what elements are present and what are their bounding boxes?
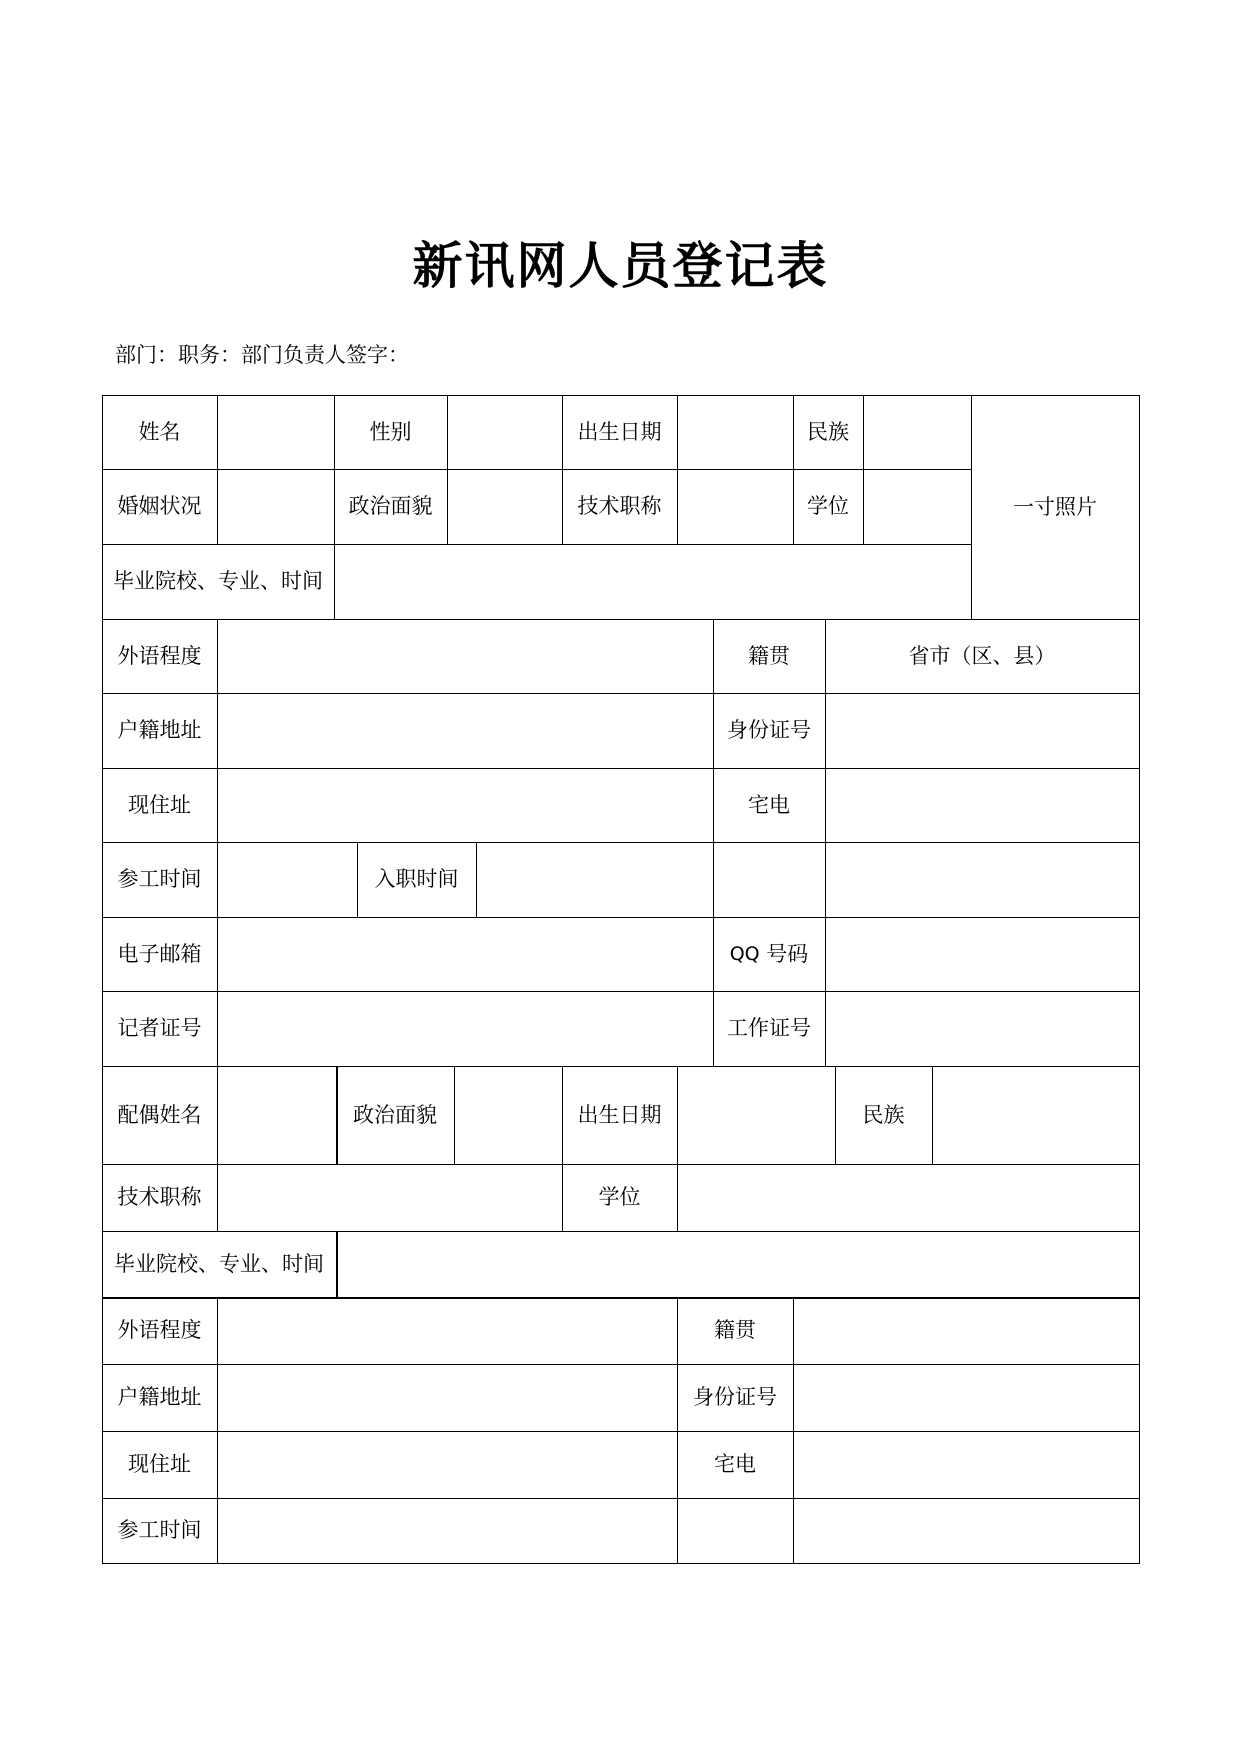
input-id-number[interactable] [825, 693, 1139, 768]
input-press-card[interactable] [217, 991, 713, 1066]
input-gender[interactable] [447, 395, 562, 469]
label-work-card: 工作证号 [727, 1016, 811, 1040]
label-work-start-time: 参工时间 [117, 867, 202, 891]
label-political-status: 政治面貌 [348, 494, 433, 518]
label-current-address: 现住址 [128, 792, 191, 817]
label-school-major-time: 毕业院校、专业、时间 [113, 569, 323, 593]
label-spouse-political-status: 政治面貌 [353, 1102, 437, 1127]
label-spouse-foreign-language: 外语程度 [117, 1318, 202, 1342]
input-spouse-foreign-language[interactable] [217, 1297, 677, 1364]
input-school-major-time[interactable] [334, 544, 971, 619]
input-qq-number[interactable] [825, 917, 1139, 991]
blank-input-cell[interactable] [825, 842, 1139, 917]
input-email[interactable] [217, 917, 713, 991]
label-spouse-ethnicity: 民族 [862, 1102, 905, 1127]
input-spouse-household-address[interactable] [217, 1364, 677, 1431]
label-spouse-native-place: 籍贯 [714, 1318, 756, 1342]
label-qq-suffix: 号码 [766, 941, 809, 966]
label-name: 姓名 [138, 419, 181, 444]
blank-spouse-input-cell[interactable] [793, 1498, 1139, 1563]
label-spouse-current-address: 现住址 [128, 1452, 191, 1476]
label-tech-title: 技术职称 [577, 494, 662, 518]
label-foreign-language: 外语程度 [117, 643, 202, 668]
input-spouse-degree[interactable] [677, 1164, 1139, 1231]
label-spouse-tech-title: 技术职称 [117, 1185, 202, 1209]
label-hire-time: 入职时间 [374, 867, 459, 891]
label-spouse-birth-date: 出生日期 [577, 1102, 662, 1127]
input-ethnicity[interactable] [863, 395, 971, 469]
input-name[interactable] [217, 395, 334, 469]
input-marital-status[interactable] [217, 469, 334, 544]
department-signature-line: 部门：职务：部门负责人签字： [115, 343, 409, 367]
input-spouse-native-place[interactable] [793, 1297, 1139, 1364]
form-title: 新讯网人员登记表 [412, 236, 829, 295]
label-home-phone: 宅电 [748, 792, 790, 817]
input-spouse-tech-title[interactable] [217, 1164, 562, 1231]
input-spouse-current-address[interactable] [217, 1431, 677, 1498]
label-qq-number [713, 917, 825, 991]
input-tech-title[interactable] [677, 469, 793, 544]
input-spouse-political-status[interactable] [454, 1066, 562, 1164]
label-id-number: 身份证号 [727, 718, 811, 742]
label-gender: 性别 [369, 419, 412, 444]
input-spouse-school-major-time[interactable] [336, 1231, 1139, 1297]
input-political-status[interactable] [447, 469, 562, 544]
label-spouse-household-address: 户籍地址 [117, 1385, 202, 1409]
input-home-phone[interactable] [825, 768, 1139, 842]
blank-label-cell [713, 842, 825, 917]
label-press-card: 记者证号 [117, 1016, 202, 1040]
input-household-address[interactable] [217, 693, 713, 768]
input-birth-date[interactable] [677, 395, 793, 469]
label-native-place: 籍贯 [748, 643, 790, 668]
input-degree[interactable] [863, 469, 971, 544]
input-current-address[interactable] [217, 768, 713, 842]
input-native-place[interactable]: 省市（区、县） [908, 643, 1056, 668]
blank-spouse-label-cell [677, 1498, 793, 1563]
label-email: 电子邮箱 [117, 941, 202, 966]
label-spouse-name: 配偶姓名 [117, 1102, 202, 1127]
label-degree: 学位 [807, 494, 849, 518]
label-birth-date: 出生日期 [577, 419, 662, 444]
input-hire-time[interactable] [476, 842, 713, 917]
input-spouse-home-phone[interactable] [793, 1431, 1139, 1498]
input-spouse-name[interactable] [217, 1066, 336, 1164]
input-spouse-work-start-time[interactable] [217, 1498, 677, 1563]
input-work-card[interactable] [825, 991, 1139, 1066]
input-foreign-language[interactable] [217, 619, 713, 693]
label-spouse-degree: 学位 [598, 1185, 641, 1209]
input-spouse-birth-date[interactable] [677, 1066, 835, 1164]
photo-placeholder[interactable]: 一寸照片 [1013, 494, 1097, 519]
label-marital-status: 婚姻状况 [117, 494, 202, 518]
label-household-address: 户籍地址 [117, 718, 202, 742]
label-ethnicity: 民族 [807, 419, 849, 444]
input-work-start-time[interactable] [217, 842, 357, 917]
label-spouse-work-start-time: 参工时间 [117, 1518, 202, 1542]
label-spouse-school-major-time: 毕业院校、专业、时间 [114, 1251, 324, 1276]
input-spouse-id-number[interactable] [793, 1364, 1139, 1431]
label-spouse-id-number: 身份证号 [693, 1385, 777, 1409]
label-qq-prefix: QQ [729, 942, 760, 965]
input-spouse-ethnicity[interactable] [932, 1066, 1139, 1164]
label-spouse-home-phone: 宅电 [714, 1452, 756, 1476]
